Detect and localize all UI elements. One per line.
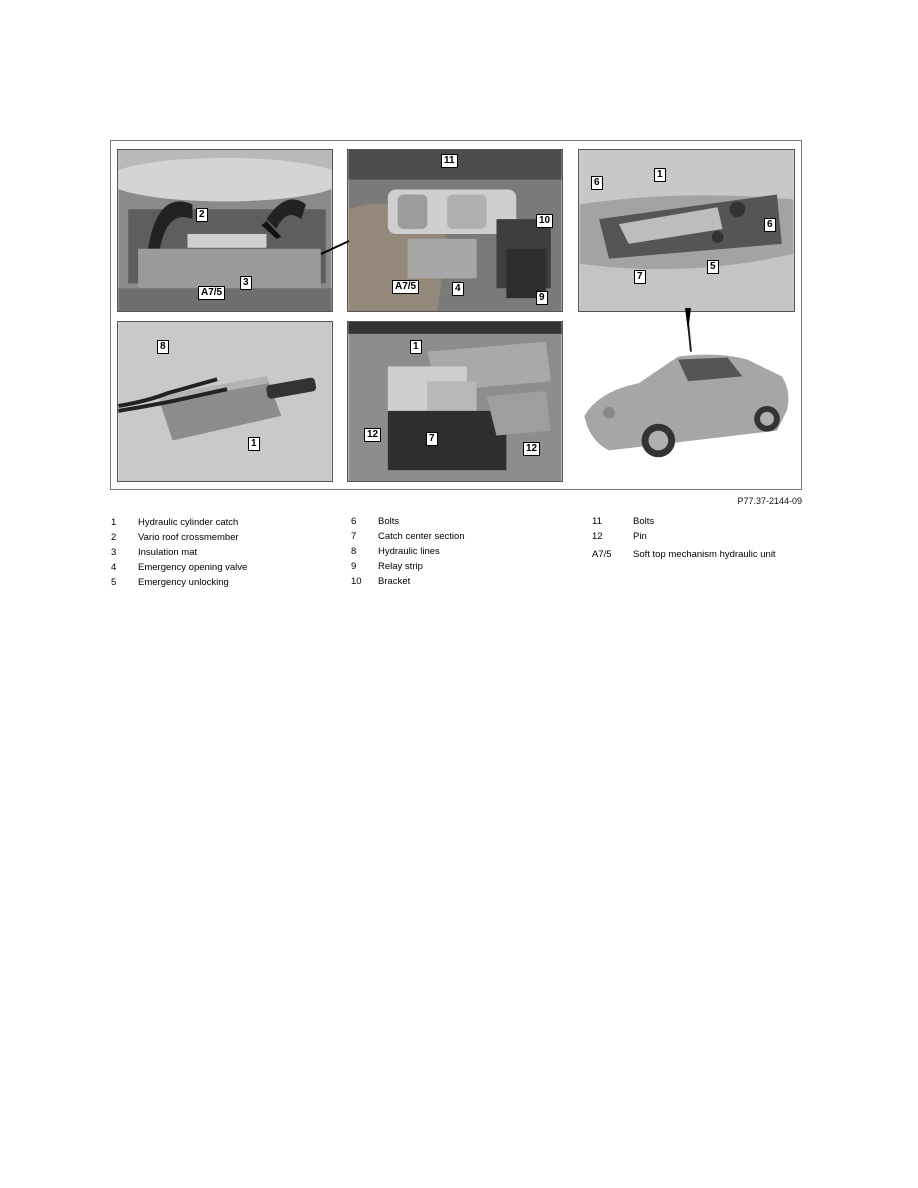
- callout-7: 7: [426, 432, 438, 446]
- roof-catch-photo: [579, 150, 794, 311]
- legend-number: 8: [351, 546, 357, 557]
- callout-a7-5: A7/5: [392, 280, 419, 294]
- legend-label: Relay strip: [378, 561, 423, 572]
- legend-label: Emergency opening valve: [138, 562, 248, 573]
- callout-8: 8: [157, 340, 169, 354]
- legend-number: 10: [351, 576, 362, 587]
- legend-item: [351, 514, 465, 529]
- callout-1: 1: [410, 340, 422, 354]
- legend-number: 5: [111, 577, 117, 588]
- legend-label: Insulation mat: [138, 547, 198, 558]
- legend-number: 4: [111, 562, 117, 573]
- legend-number: 11: [592, 516, 602, 527]
- legend-item: [111, 575, 247, 590]
- legend-number: A7/5: [592, 549, 612, 560]
- callout-4: 4: [452, 282, 464, 296]
- legend-column-1: [111, 515, 247, 590]
- legend-number: 1: [111, 517, 117, 528]
- callout-6: 6: [591, 176, 603, 190]
- legend-number: 12: [592, 531, 603, 542]
- legend-label: Catch center section: [378, 531, 465, 542]
- legend-number: 6: [351, 516, 357, 527]
- legend-number: 7: [351, 531, 357, 542]
- legend-column-3: [592, 514, 776, 562]
- callout-1: 1: [654, 168, 666, 182]
- legend-label: Hydraulic cylinder catch: [138, 517, 239, 528]
- legend-item: [351, 529, 465, 544]
- illustration-figure: [110, 140, 802, 490]
- callout-a7-5: A7/5: [198, 286, 225, 300]
- callout-3: 3: [240, 276, 252, 290]
- legend-label: Soft top mechanism hydraulic unit: [633, 549, 776, 560]
- legend-item: [592, 529, 776, 544]
- callout-6: 6: [764, 218, 776, 232]
- legend-label: Bracket: [378, 576, 411, 587]
- legend-label: Vario roof crossmember: [138, 532, 239, 543]
- callout-5: 5: [707, 260, 719, 274]
- panel-top-right: [578, 149, 795, 312]
- car-overview-photo: [579, 322, 794, 481]
- legend-label: Bolts: [633, 516, 655, 527]
- callout-2: 2: [196, 208, 208, 222]
- legend-label: Hydraulic lines: [378, 546, 440, 557]
- legend-item: [351, 559, 465, 574]
- legend-number: 3: [111, 547, 117, 558]
- legend-column-2: [351, 514, 465, 589]
- callout-9: 9: [536, 291, 548, 305]
- legend-item: [111, 545, 247, 560]
- callout-10: 10: [536, 214, 553, 228]
- legend-label: Bolts: [378, 516, 400, 527]
- panel-bottom-right: [578, 321, 795, 482]
- panel-bottom-left: [117, 321, 333, 482]
- callout-12: 12: [523, 442, 540, 456]
- callout-11: 11: [441, 154, 458, 168]
- legend-item: [351, 574, 465, 589]
- legend-item: [111, 560, 247, 575]
- legend-label: Emergency unlocking: [138, 577, 229, 588]
- callout-1: 1: [248, 437, 260, 451]
- legend-number: 9: [351, 561, 357, 572]
- legend-item: [111, 515, 247, 530]
- catch-center-photo: [348, 322, 562, 481]
- legend-item: [592, 514, 776, 529]
- figure-reference: P77.37-2144-09: [737, 496, 802, 506]
- legend-item: [592, 547, 776, 562]
- callout-7: 7: [634, 270, 646, 284]
- legend-item: [351, 544, 465, 559]
- panel-bottom-middle: [347, 321, 563, 482]
- callout-12: 12: [364, 428, 381, 442]
- legend-number: 2: [111, 532, 117, 543]
- legend-item: [111, 530, 247, 545]
- hydraulic-cylinder-photo: [118, 322, 332, 481]
- legend-label: Pin: [633, 531, 647, 542]
- panel-top-middle: [347, 149, 563, 312]
- panel-top-left: [117, 149, 333, 312]
